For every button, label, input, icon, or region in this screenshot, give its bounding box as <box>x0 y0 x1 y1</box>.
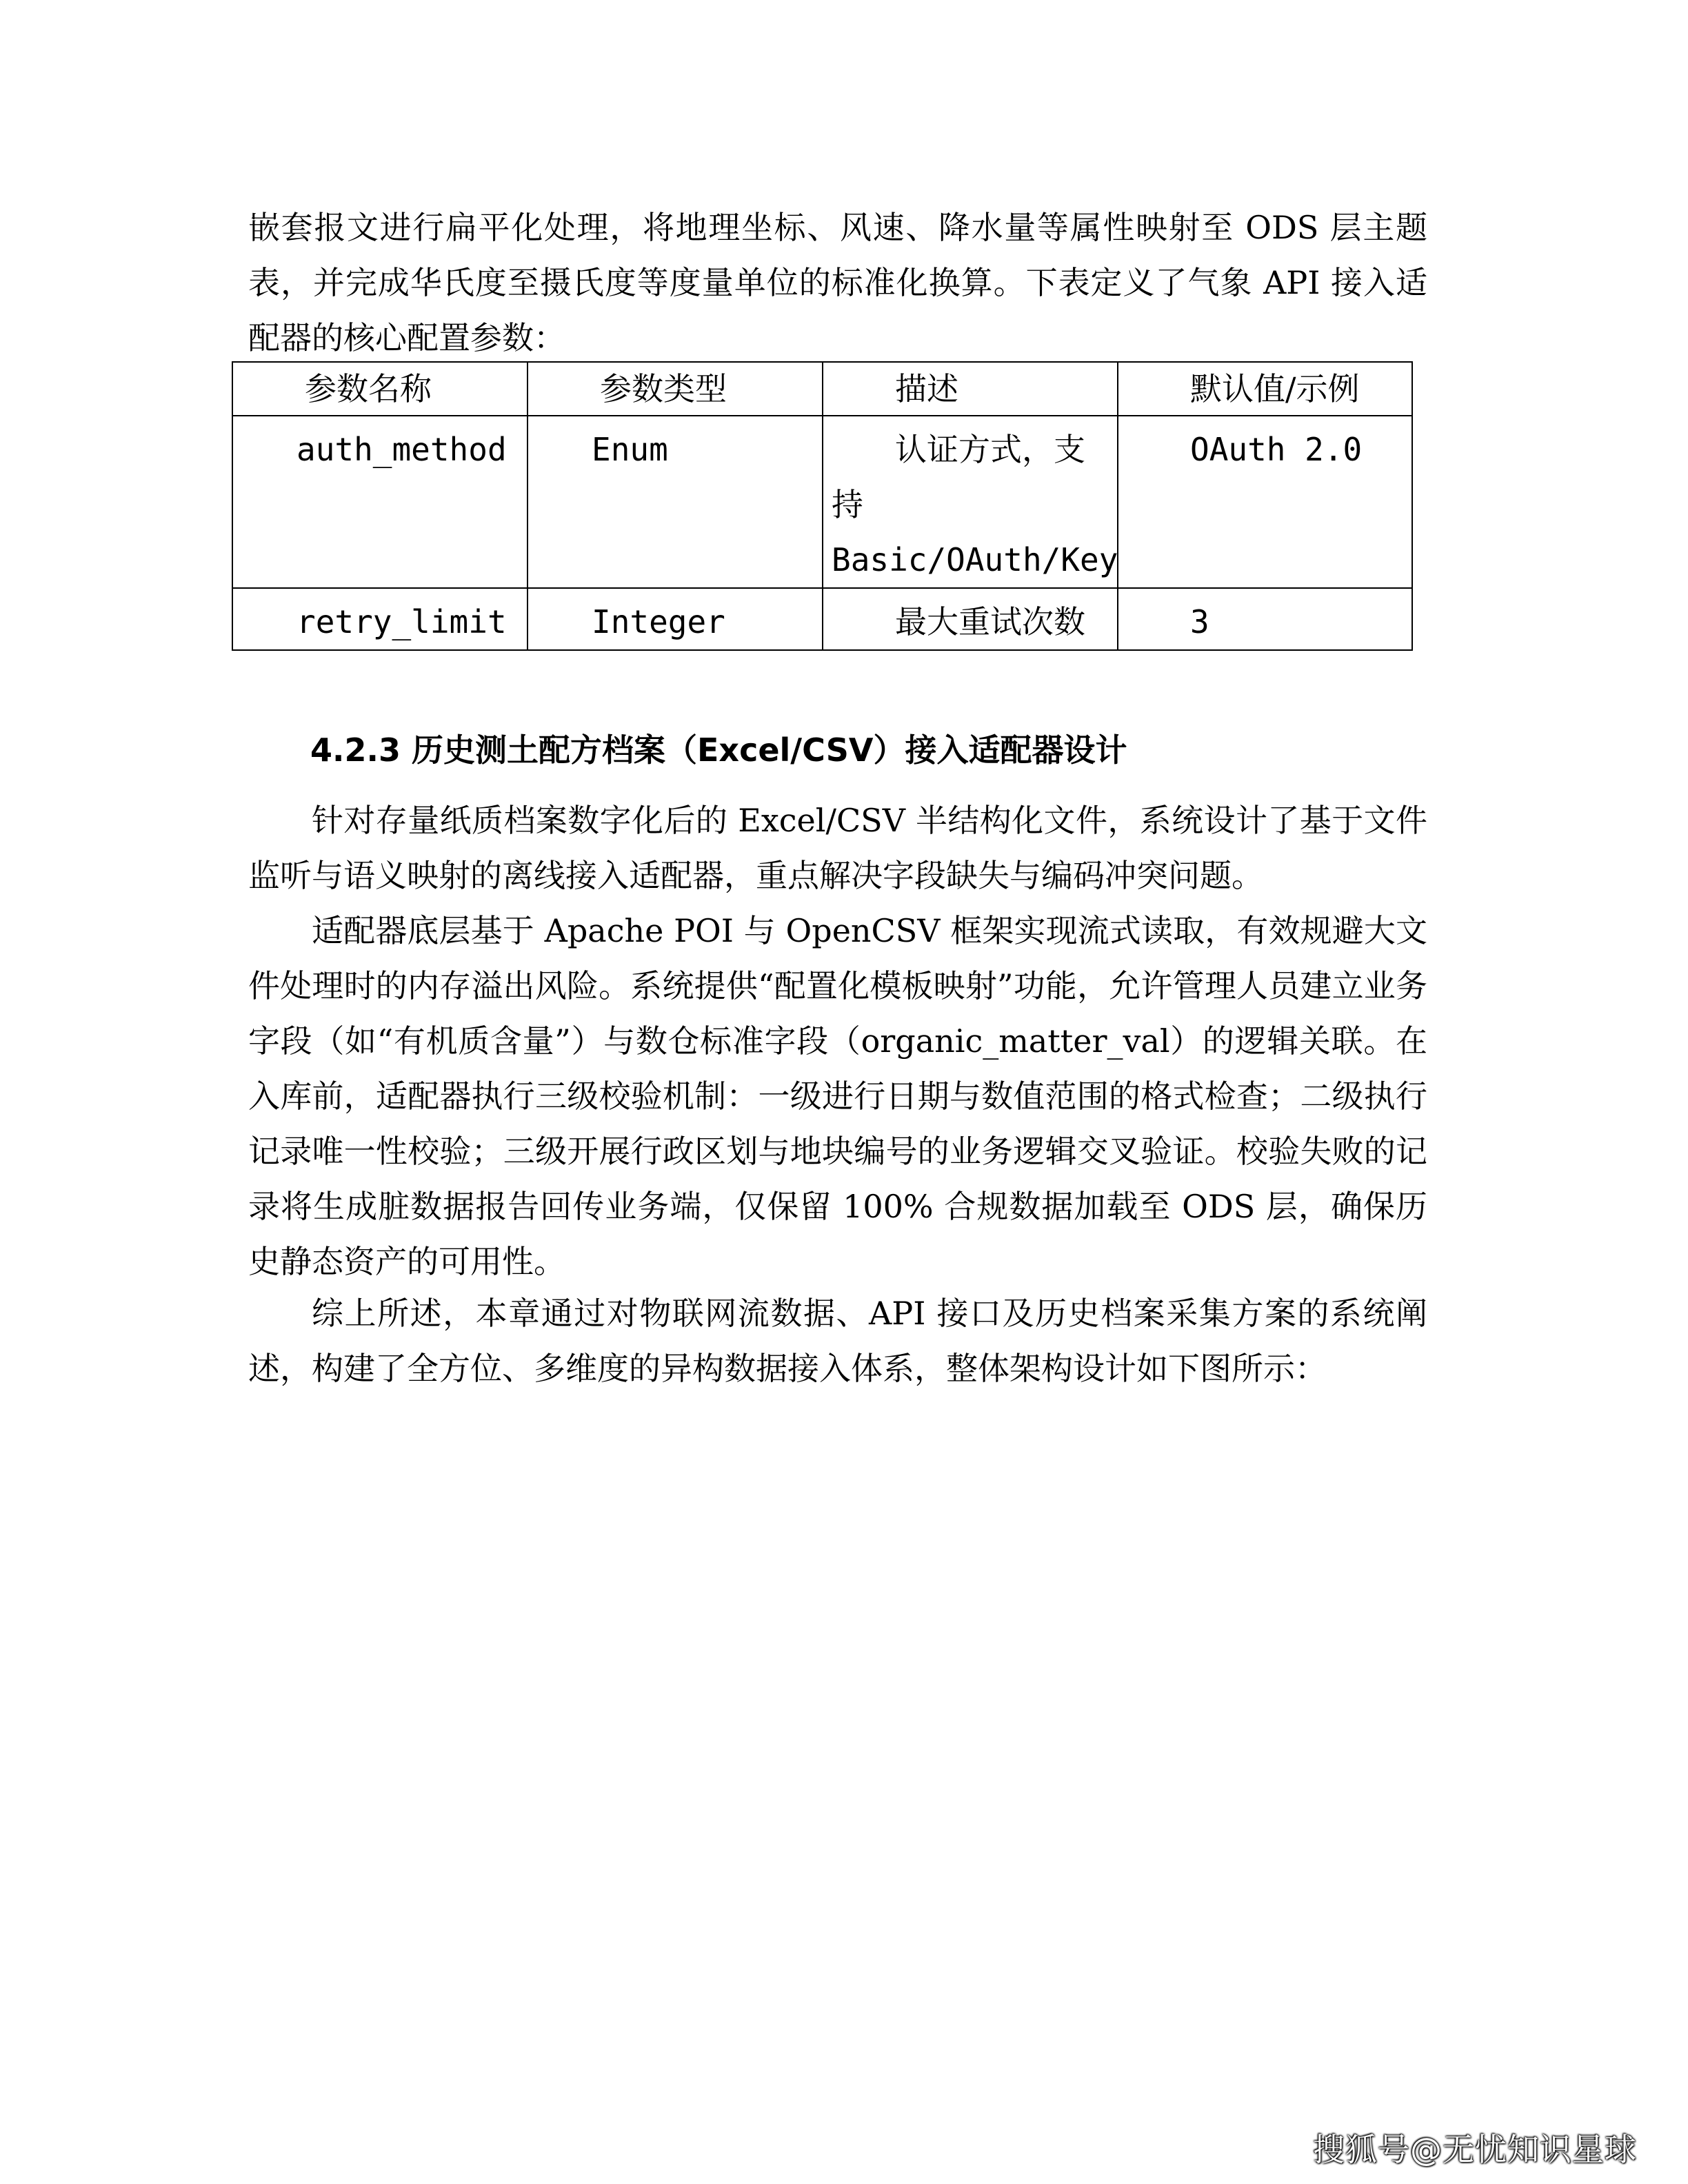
watermark-text: 搜狐号@无忧知识星球 <box>1313 2131 1637 2168</box>
description-line: Basic/OAuth/Key <box>832 541 1118 578</box>
cell-param-type: Enum <box>528 416 823 588</box>
description-line: 最大重试次数 <box>895 603 1085 640</box>
intro-paragraph: 嵌套报文进行扁平化处理，将地理坐标、风速、降水量等属性映射至 ODS 层主题表，并完成华氏度至摄氏度等度量单位的标准化换算。下表定义了气象 API 接入适配器的核心配置参数： <box>248 209 1427 356</box>
header-default-value: 默认值/示例 <box>1118 362 1412 416</box>
body-paragraph: 针对存量纸质档案数字化后的 Excel/CSV 半结构化文件，系统设计了基于文件监听与语义映射的离线接入适配器，重点解决字段缺失与编码冲突问题。 <box>248 802 1427 894</box>
cell-default-value: 3 <box>1118 588 1412 650</box>
cell-param-name: auth_method <box>232 416 528 588</box>
cell-description <box>823 416 1118 588</box>
cell-param-name: retry_limit <box>232 588 528 650</box>
table-row <box>232 588 1412 650</box>
header-description: 描述 <box>823 362 1118 416</box>
table-header-row <box>232 362 1412 416</box>
cell-description <box>823 588 1118 650</box>
body-paragraph: 适配器底层基于 Apache POI 与 OpenCSV 框架实现流式读取，有效规避大文件处理时的内存溢出风险。系统提供“配置化模板映射”功能，允许管理人员建立业务字段（如“有机质含量”）与数仓标准字段（organic_matter_val）的逻辑关联。在入库前，适配器执行三级校验机制：一级进行日期与数值范围的格式检查；二级执行记录唯一性校验；三级开展行政区划与地块编号的业务逻辑交叉验证。校验失败的记录将生成脏数据报告回传业务端，仅保留 100% 合规数据加载至 ODS 层，确保历史静态资产的可用性。 <box>248 912 1427 1280</box>
table-row <box>232 416 1412 588</box>
cell-param-type: Integer <box>528 588 823 650</box>
description-line: 认证方式，支持 <box>832 431 1085 523</box>
cell-default-value: OAuth 2.0 <box>1118 416 1412 588</box>
section-heading: 4.2.3 历史测土配方档案（Excel/CSV）接入适配器设计 <box>310 731 1127 769</box>
header-param-name: 参数名称 <box>232 362 528 416</box>
config-parameter-table <box>232 361 1413 651</box>
header-param-type: 参数类型 <box>528 362 823 416</box>
body-paragraph: 综上所述，本章通过对物联网流数据、API 接口及历史档案采集方案的系统阐述，构建了全方位、多维度的异构数据接入体系，整体架构设计如下图所示： <box>248 1295 1427 1387</box>
